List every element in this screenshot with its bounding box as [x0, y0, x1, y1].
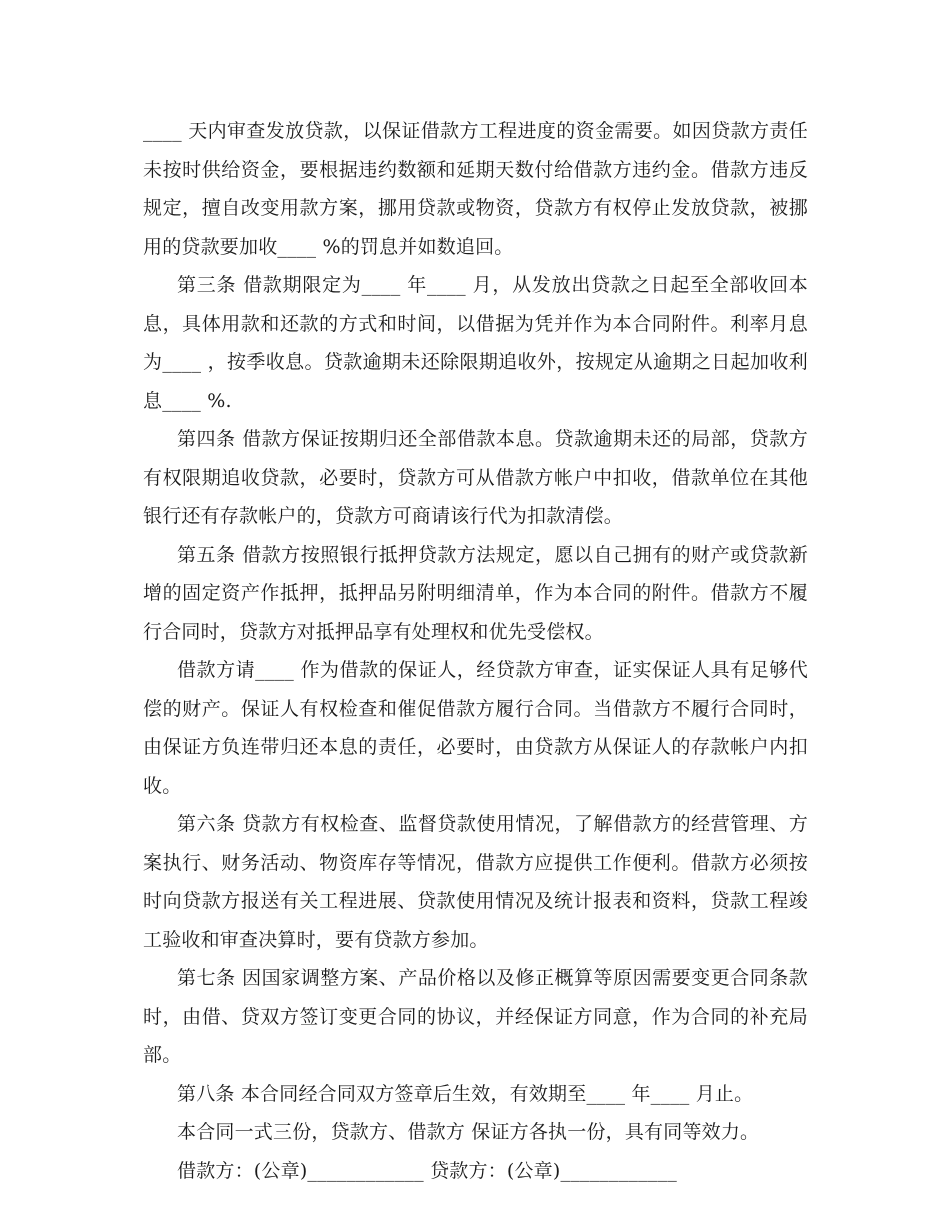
paragraph-article-4: 第四条 借款方保证按期归还全部借款本息。贷款逾期未还的局部，贷款方有权限期追收贷款，必要时，贷款方可从借款方帐户中扣收，借款单位在其他银行还有存款帐户的，贷款方可商请该行代为扣款清偿。 — [143, 428, 808, 527]
paragraph-guarantor: 借款方请____ 作为借款的保证人，经贷款方审查，证实保证人具有足够代偿的财产。保证人有权检查和催促借款方履行合同。当借款方不履行合同时，由保证方负连带归还本息的责任，必要时，由贷款方从保证人的存款帐户内扣收。 — [143, 659, 808, 797]
paragraph-article-7: 第七条 因国家调整方案、产品价格以及修正概算等原因需要变更合同条款时，由借、贷双方签订变更合同的协议，并经保证方同意，作为合同的补充局部。 — [143, 967, 808, 1066]
paragraph-article-8: 第八条 本合同经合同双方签章后生效，有效期至____ 年____ 月止。 — [177, 1082, 754, 1105]
document-body — [143, 112, 808, 1190]
signature-line: 借款方：(公章)____________ 贷款方：(公章)____________ — [177, 1159, 677, 1182]
paragraph-copies: 本合同一式三份，贷款方、借款方 保证方各执一份，具有同等效力。 — [177, 1121, 760, 1143]
paragraph-article-6: 第六条 贷款方有权检查、监督贷款使用情况，了解借款方的经营管理、方案执行、财务活动、物资库存等情况，借款方应提供工作便利。借款方必须按时向贷款方报送有关工程进展、贷款使用情况及统计报表和资料，贷款工程竣工验收和审查决算时，要有贷款方参加。 — [143, 813, 808, 951]
paragraph-continuation: ____ 天内审查发放贷款，以保证借款方工程进度的资金需要。如因贷款方责任未按时供给资金，要根据违约数额和延期天数付给借款方违约金。借款方违反规定，擅自改变用款方案，挪用贷款或物资，贷款方有权停止发放贷款，被挪用的贷款要加收____ %的罚息并如数追回。 — [143, 120, 808, 258]
paragraph-article-5: 第五条 借款方按照银行抵押贷款方法规定，愿以自己拥有的财产或贷款新增的固定资产作抵押，抵押品另附明细清单，作为本合同的附件。借款方不履行合同时，贷款方对抵押品享有处理权和优先受偿权。 — [143, 543, 808, 643]
paragraph-article-3: 第三条 借款期限定为____ 年____ 月，从发放出贷款之日起至全部收回本息，具体用款和还款的方式和时间，以借据为凭并作为本合同附件。利率月息为____ ，按季收息。贷款逾期未还除限期追收外，按规定从逾期之日起加收利息____ %. — [143, 274, 808, 412]
